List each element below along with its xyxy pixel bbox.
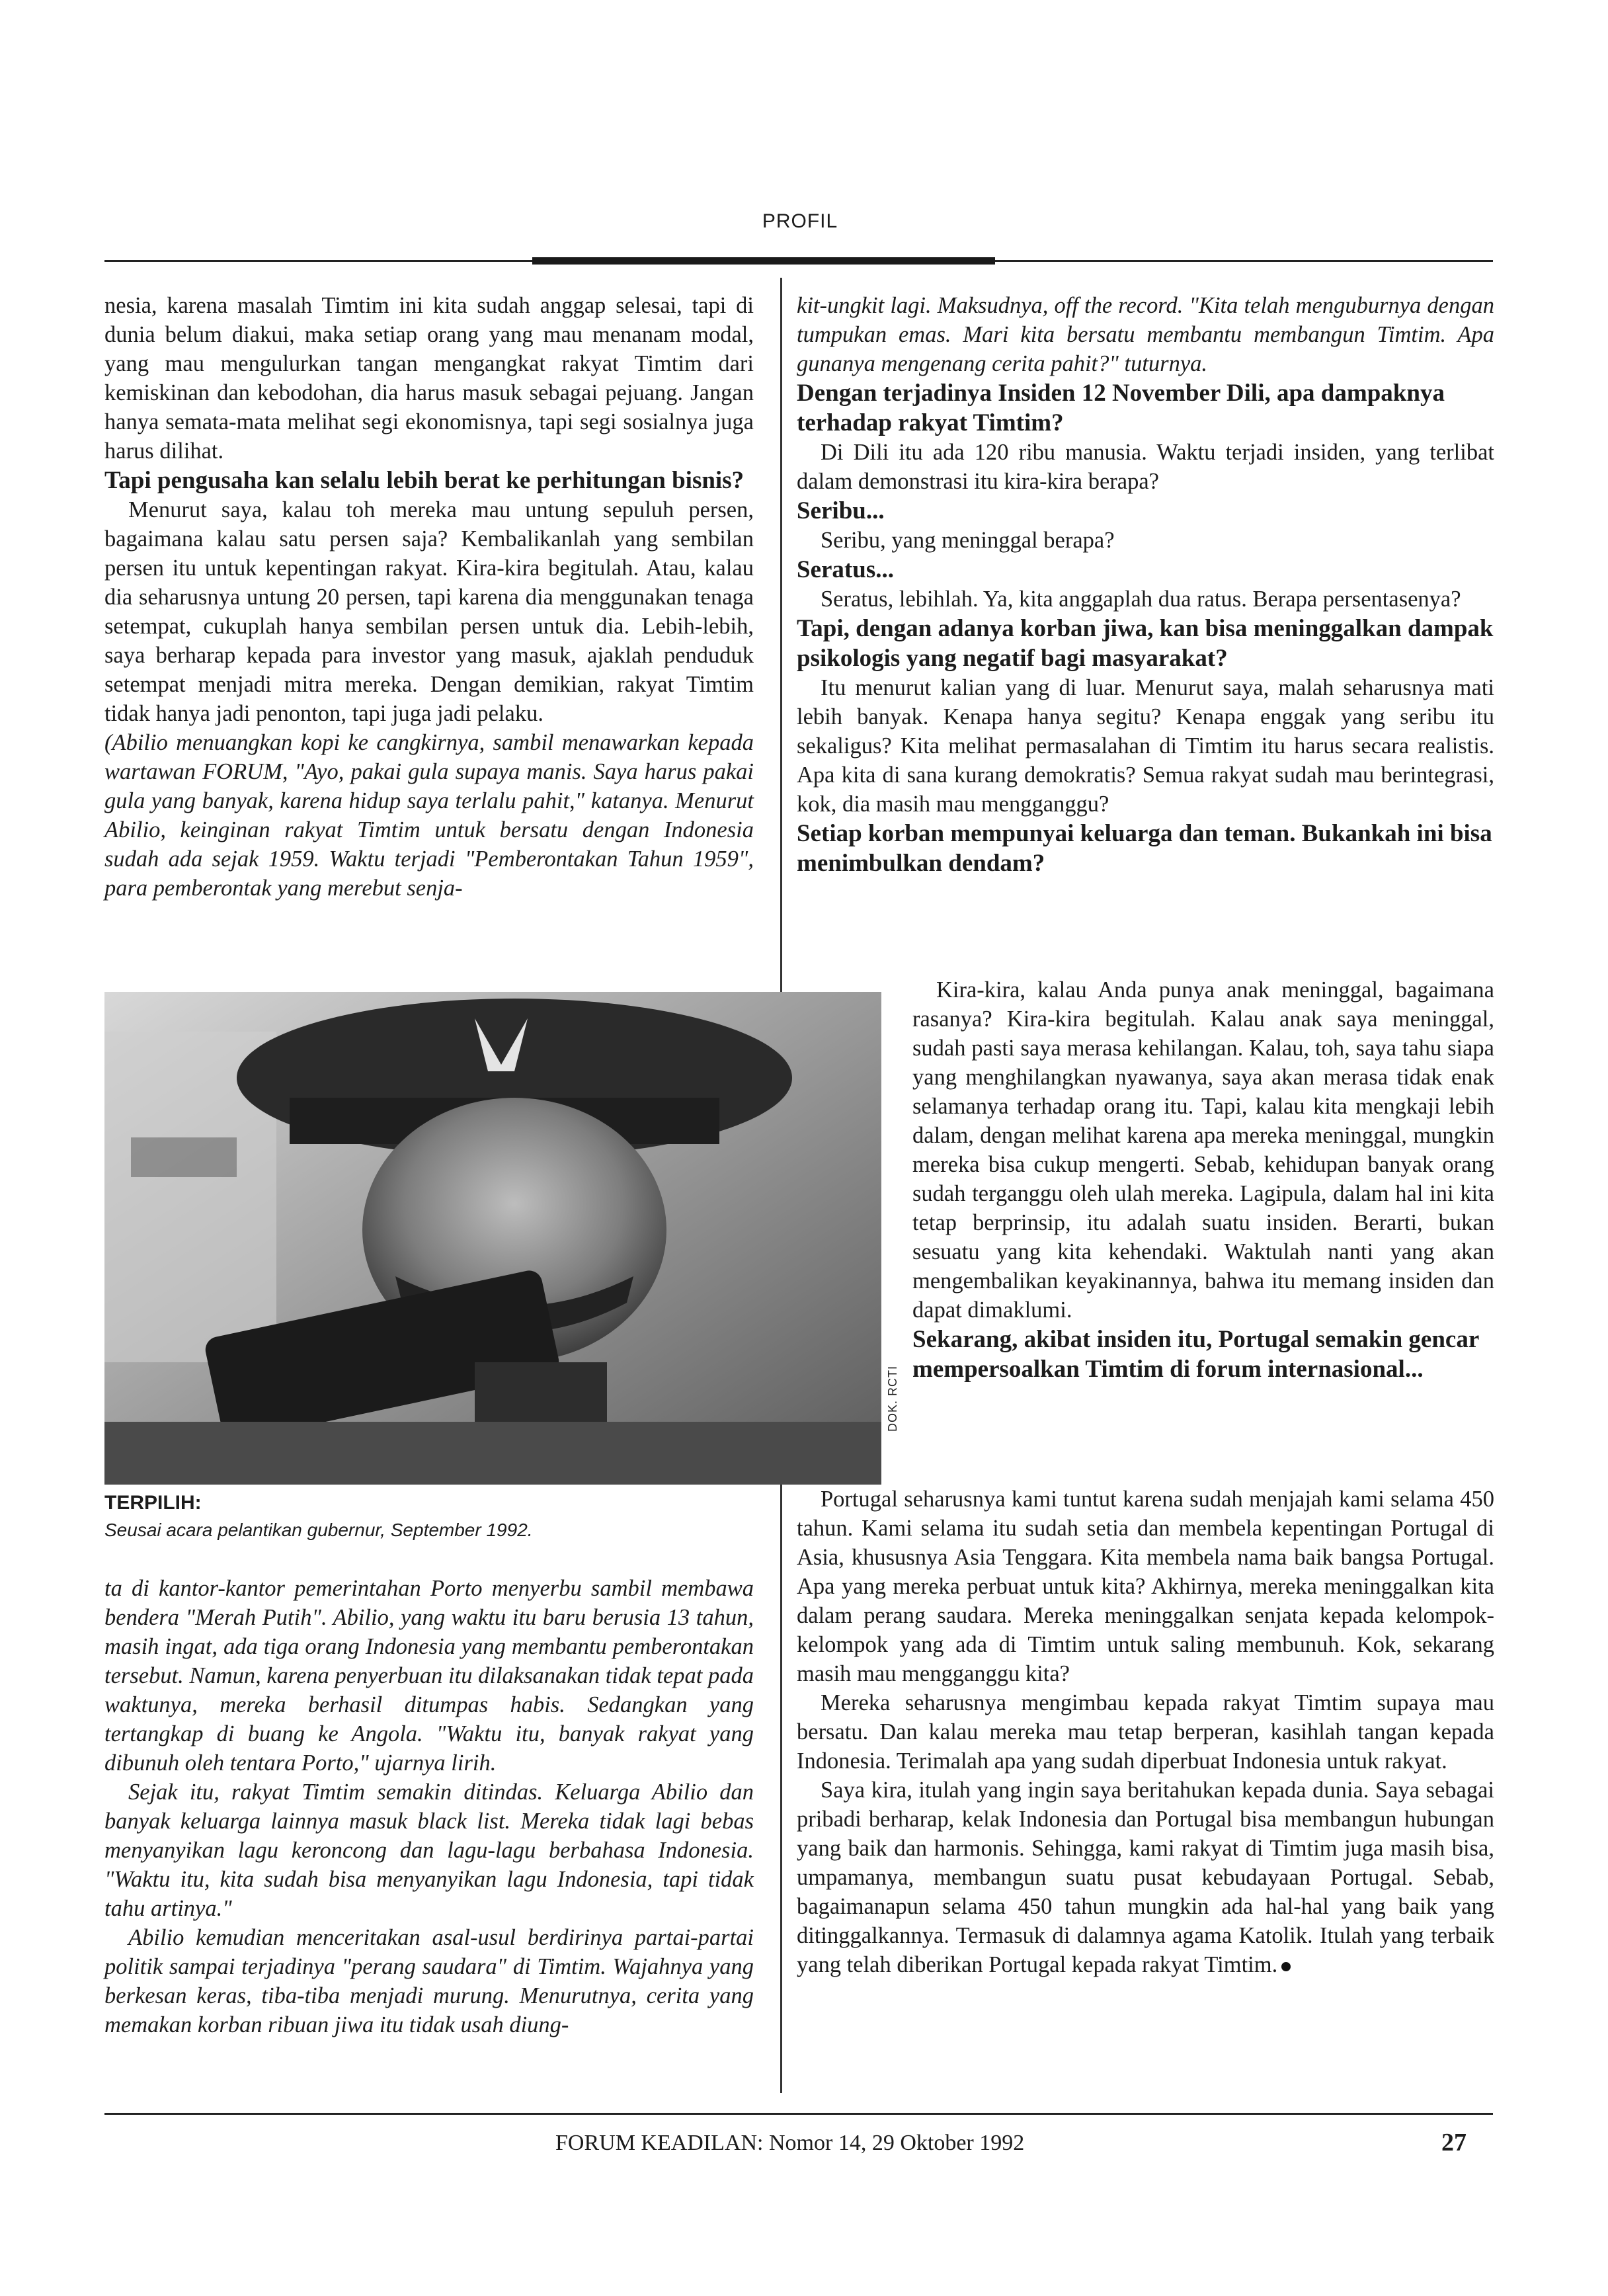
caption-title: TERPILIH: [104,1492,202,1514]
column-1-bottom [104,1574,754,2039]
footer-publication: FORUM KEADILAN: Nomor 14, 29 Oktober 1992 [555,2131,1025,2155]
portrait-image [104,992,881,1485]
answer-paragraph: Menurut saya, kalau toh mereka mau untung sepuluh persen, bagaimana kalau satu persen saja? Kembalikanlah yang sembilan persen itu untuk kepentingan rakyat. Kira-kira begitulah. Atau, kalau dia seharusnya untung 20 persen, tapi karena dia menggunakan tenaga setempat, cukuplah hanya sembilan persen untuk dia. Lebih-lebih, saya berharap kepada para investor yang masuk, ajaklah penduduk setempat menjadi mitra mereka. Dengan demikian, rakyat Timtim tidak hanya jadi penonton, tapi juga jadi pelaku. [104,497,754,726]
end-mark-icon [1281,1962,1291,1971]
interview-question: Setiap korban mempunyai keluarga dan teman. Bukankah ini bisa menimbulkan dendam? [797,820,1492,877]
narrative-paragraph: kit-ungkit lagi. Maksudnya, off the record. "Kita telah menguburnya dengan tumpukan emas. Mari kita bersatu membantu membangun Timtim. Apa gunanya mengenang cerita pahit?" tuturnya. [797,293,1494,376]
interview-question: Tapi pengusaha kan selalu lebih berat ke perhitungan bisnis? [104,467,744,494]
interview-question: Seratus... [797,556,894,583]
bottom-rule [104,2113,1493,2115]
portrait-photo [104,992,881,1485]
interview-question: Dengan terjadinya Insiden 12 November Dili, apa dampaknya terhadap rakyat Timtim? [797,380,1445,436]
interview-question: Seribu... [797,497,885,524]
narrative-paragraph: Abilio kemudian menceritakan asal-usul berdirinya partai-partai politik sampai terjadinya "perang saudara" di Timtim. Wajahnya yang berkesan keras, tiba-tiba menjadi murung. Menurutnya, cerita yang memakan korban ribuan jiwa itu tidak usah diung- [104,1925,754,2037]
column-2-wrap [912,975,1494,1384]
answer-paragraph: Kira-kira, kalau Anda punya anak meninggal, bagaimana rasanya? Kira-kira begitulah. Kalau anak saya meninggal, sudah pasti saya merasa kehilangan. Kalau, toh, saya tahu siapa yang menghilangkan nyawanya, saya akan merasa tidak enak selamanya terhadap orang itu. Tapi, kalau kita mengkaji lebih dalam, dengan melihat karena apa mereka meninggal, mungkin mereka bisa cukup mengerti. Sebab, kehidupan banyak orang sudah terganggu oleh ulah mereka. Lagipula, dalam hal ini kita tetap berprinsip, itu adalah suatu insiden. Berarti, bukan sesuatu yang kita kehendaki. Waktulah nanti yang akan mengembalikan keyakinannya, bahwa itu memang insiden dan dapat dimaklumi. [912,977,1494,1323]
answer-paragraph: Di Dili itu ada 120 ribu manusia. Waktu terjadi insiden, yang terlibat dalam demonstrasi itu kira-kira berapa? [797,440,1494,494]
column-2-top [797,291,1494,878]
answer-paragraph: Mereka seharusnya mengimbau kepada rakyat Timtim supaya mau bersatu. Dan kalau mereka mau tetap berperan, kasihlah tangan kepada Indonesia. Terimalah apa yang sudah diperbuat Indonesia untuk rakyat. [797,1690,1494,1774]
column-2-bottom [797,1485,1494,1979]
section-label: PROFIL [762,210,838,232]
photo-credit: DOK. RCTI [886,1365,899,1432]
column-1-top [104,291,754,903]
answer-paragraph: Itu menurut kalian yang di luar. Menurut saya, malah seharusnya mati lebih banyak. Kenapa hanya segitu? Kenapa enggak yang seribu itu sekaligus? Kita melihat permasalahan di Timtim itu harus secara realistis. Apa kita di sana kurang demokratis? Semua rakyat sudah mau berintegrasi, kok, dia masih mau mengganggu? [797,675,1494,817]
answer-paragraph: Seratus, lebihlah. Ya, kita anggaplah dua ratus. Berapa persentasenya? [821,587,1461,612]
narrative-paragraph: ta di kantor-kantor pemerintahan Porto menyerbu sambil membawa bendera "Merah Putih". Abilio, yang waktu itu baru berusia 13 tahun, masih ingat, ada tiga orang Indonesia yang membantu pemberontakan tersebut. Namun, karena penyerbuan itu dilaksanakan tidak tepat pada waktunya, mereka berhasil ditumpas habis. Sedangkan yang tertangkap di buang ke Angola. "Waktu itu, banyak rakyat yang dibunuh oleh tentara Porto," ujarnya lirih. [104,1576,754,1776]
narrative-paragraph: (Abilio menuangkan kopi ke cangkirnya, sambil menawarkan kepada wartawan FORUM, "Ayo, pakai gula supaya manis. Saya harus pakai gula yang banyak, karena hidup saya terlalu pahit," katanya. Menurut Abilio, keinginan rakyat Timtim untuk bersatu dengan Indonesia sudah ada sejak 1959. Waktu terjadi "Pemberontakan Tahun 1959", para pemberontak yang merebut senja- [104,730,754,901]
body-paragraph: nesia, karena masalah Timtim ini kita sudah anggap selesai, tapi di dunia belum diakui, maka setiap orang yang mau menanam modal, yang mau mengulurkan tangan mengangkat rakyat Timtim dari kemiskinan dan kebodohan, dia harus masuk sebagai pejuang. Jangan hanya semata-mata melihat segi ekonomisnya, tapi segi sosialnya juga harus dilihat. [104,293,754,464]
answer-paragraph: Seribu, yang meninggal berapa? [821,528,1115,553]
interview-question: Sekarang, akibat insiden itu, Portugal semakin gencar mempersoalkan Timtim di forum internasional... [912,1326,1479,1383]
answer-paragraph: Portugal seharusnya kami tuntut karena sudah menjajah kami selama 450 tahun. Kami selama itu sudah setia dan membela kepentingan Portugal di Asia, khususnya Asia Tenggara. Kita membela nama baik bangsa Portugal. Apa yang mereka perbuat untuk kita? Akhirnya, mereka meninggalkan kita dalam perang saudara. Mereka meninggalkan senjata kepada kelompok-kelompok yang ada di Timtim untuk saling membunuh. Kok, sekarang masih mau mengganggu kita? [797,1487,1494,1686]
top-rule-accent [532,257,995,265]
page-number: 27 [1441,2129,1467,2156]
caption-text: Seusai acara pelantikan gubernur, September 1992. [104,1520,533,1540]
narrative-paragraph: Sejak itu, rakyat Timtim semakin ditindas. Keluarga Abilio dan banyak keluarga lainnya masuk black list. Mereka tidak lagi bebas menyanyikan lagu keroncong dan lagu-lagu berbahasa Indonesia. "Waktu itu, kita sudah bisa menyanyikan lagu Indonesia, tapi tidak tahu artinya." [104,1780,754,1921]
interview-question: Tapi, dengan adanya korban jiwa, kan bisa meninggalkan dampak psikologis yang negatif bagi masyarakat? [797,615,1494,672]
answer-paragraph: Saya kira, itulah yang ingin saya beritahukan kepada dunia. Saya sebagai pribadi berharap, kelak Indonesia dan Portugal bisa membangun hubungan yang baik dan harmonis. Sehingga, kami rakyat di Timtim juga masih bisa, umpamanya, membangun suatu pusat kebudayaan Portugal. Sebab, bagaimanapun selama 450 tahun mungkin ada hal-hal yang baik yang ditinggalkannya. Termasuk di dalamnya agama Katolik. Itulah yang terbaik yang telah diberikan Portugal kepada rakyat Timtim. [797,1778,1494,1977]
